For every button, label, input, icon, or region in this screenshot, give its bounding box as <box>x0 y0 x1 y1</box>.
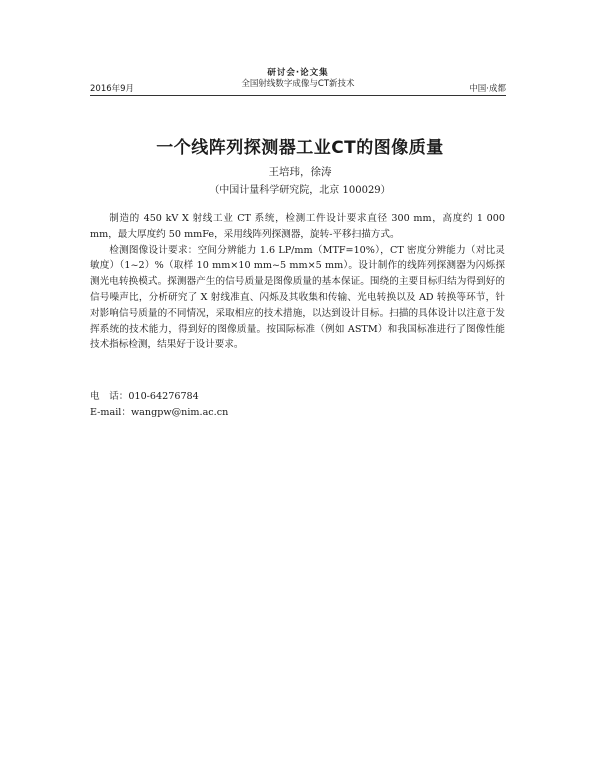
contact-phone: 电 话：010-64276784 <box>90 391 199 402</box>
paper-title: 一个线阵列探测器工业CT的图像质量 <box>156 138 444 158</box>
contact-info <box>90 389 228 421</box>
paragraph: 制造的 450 kV X 射线工业 CT 系统，检测工件设计要求直径 300 mm，高度约 1 000 mm，最大厚度约 50 mmFe，采用线阵列探测器，旋转-平移扫描方式。 <box>90 213 505 240</box>
paper-authors: 王培玮，徐涛 <box>268 166 332 178</box>
paragraph: 检测图像设计要求：空间分辨能力 1.6 LP/mm（MTF=10%），CT 密度分辨能力（对比灵敏度）（1~2）%（取样 10 mm×10 mm~5 mm×5 mm）。设计制作的线阵列探测器为闪烁探测光电转换模式。探测器产生的信号质量是图像质量的基本保证。围绕的主要目标归结为得到好的信号噪声比，分析研究了 X 射线准直、闪烁及其收集和传输、光电转换以及 AD 转换等环节，针对影响信号质量的不同情况，采取相应的技术措施，以达到设计目标。扫描的具体设计以注意于发挥系统的技术能力，得到好的图像质量。按国际标准（例如 ASTM）和我国标准进行了图像性能技术指标检测，结果好于设计要求。 <box>90 244 505 351</box>
header-center <box>90 68 506 90</box>
contact-email: E-mail：wangpw@nim.ac.cn <box>90 407 229 418</box>
running-header <box>90 68 506 96</box>
header-rule <box>90 95 506 96</box>
header-series: 研讨会·论文集 <box>267 68 329 78</box>
paper-affiliation: （中国计量科学研究院，北京 100029） <box>209 185 391 196</box>
abstract-body <box>90 211 505 353</box>
header-conference: 全国射线数字成像与CT新技术 <box>241 79 355 89</box>
header-location: 中国·成都 <box>469 84 506 94</box>
header-date: 2016年9月 <box>90 84 135 94</box>
